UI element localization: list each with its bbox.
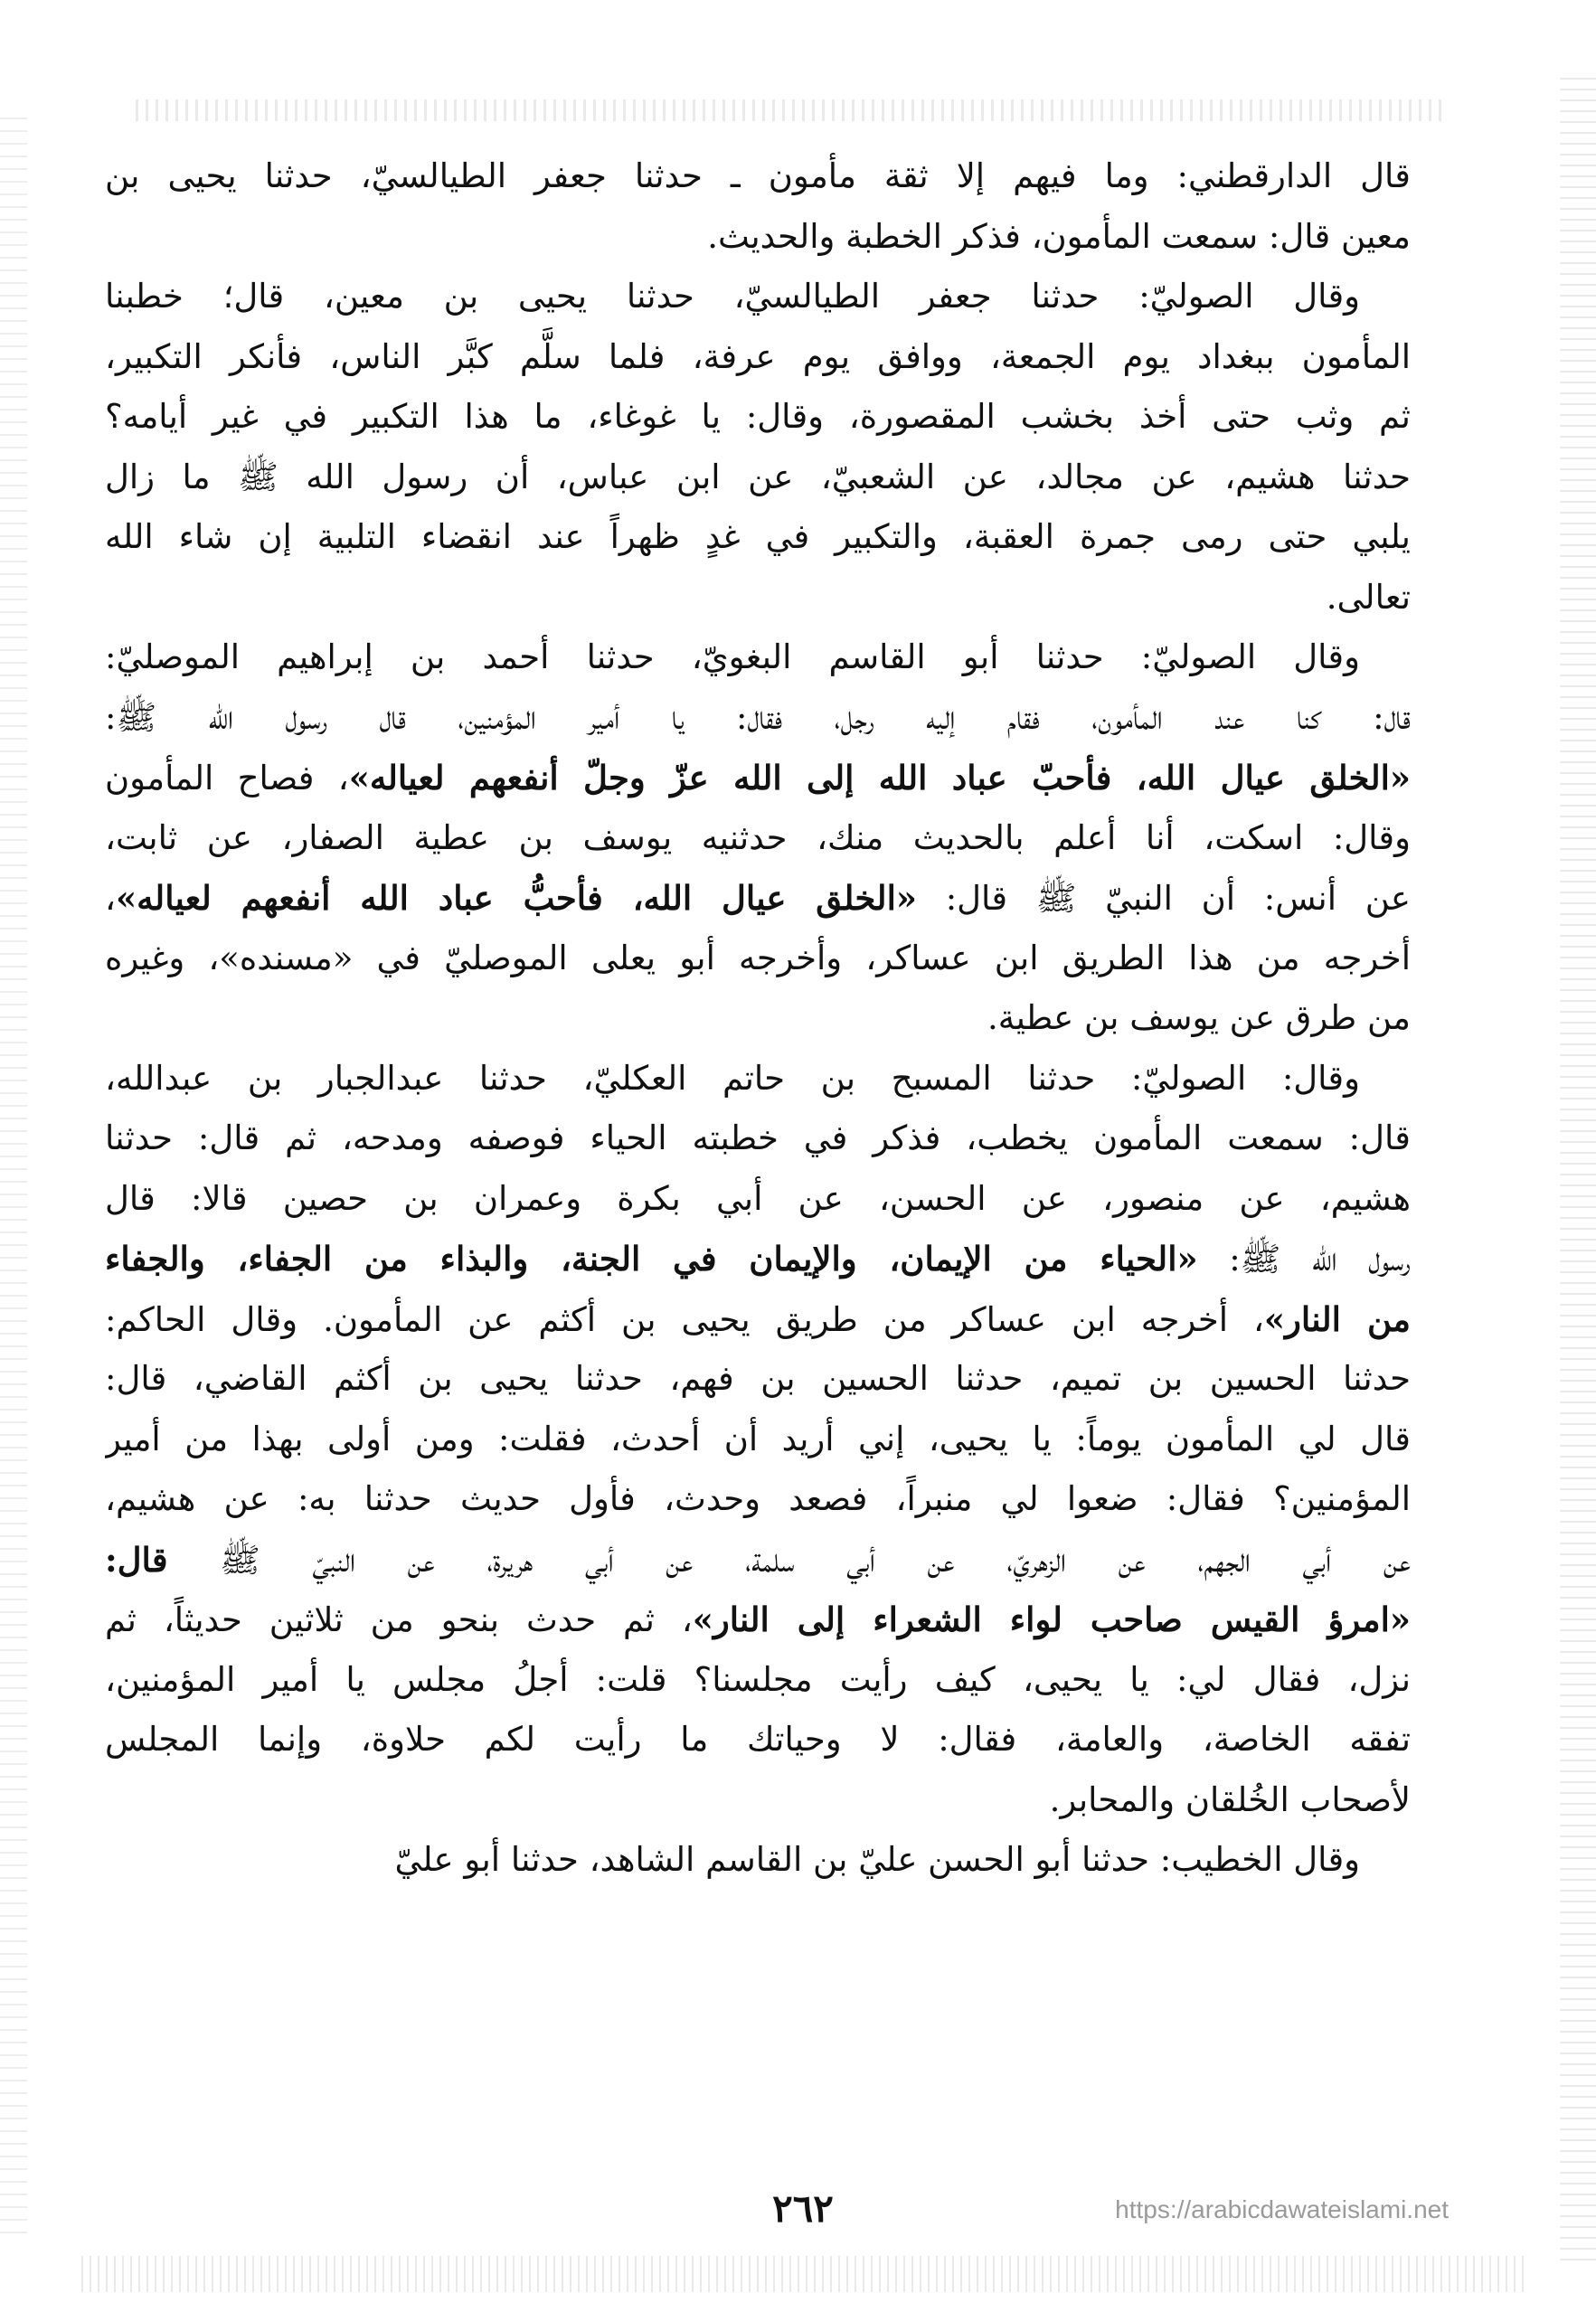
text-line [105, 1770, 1411, 1831]
text-span: معين قال: سمعت المأمون، فذكر الخطبة والحديث. [707, 216, 1411, 256]
hadith-quote: «الخلق عيال الله، فأحبُّ عباد الله أنفعهم لعياله» [115, 878, 917, 918]
source-watermark: https://arabicdawateislami.net [1115, 2195, 1449, 2223]
text-span: هشيم، عن منصور، عن الحسن، عن أبي بكرة وعمران بن حصين قالا: قال [105, 1178, 1411, 1218]
text-line [105, 387, 1411, 448]
text-line [105, 1229, 1411, 1289]
page-number: ٢٦٢ [772, 2186, 834, 2231]
text-span: عن أبي الجهم، عن الزهريّ، عن أبي سلمة، عن أبي هريرة، عن النبيّ ﷺ [167, 1540, 1411, 1580]
text-line [105, 988, 1411, 1049]
text-line [105, 808, 1411, 869]
hadith-quote: من النار» [1263, 1298, 1411, 1339]
text-line [105, 628, 1411, 688]
text-line [105, 1469, 1411, 1530]
text-span: قال لي المأمون يوماً: يا يحيى، إني أريد أن أحدث، فقلت: ومن أولى بهذا من أمير [105, 1419, 1411, 1458]
text-span: وقال الصوليّ: حدثنا جعفر الطيالسيّ، حدثنا يحيى بن معين، قال؛ خطبنا [105, 277, 1360, 316]
text-line [105, 1109, 1411, 1169]
text-span: ، فصاح المأمون [105, 759, 349, 797]
text-line [105, 1830, 1411, 1891]
text-line [105, 1169, 1411, 1230]
text-line [105, 1590, 1411, 1650]
text-line [105, 1289, 1411, 1350]
text-line [105, 688, 1411, 749]
text-line [105, 1410, 1411, 1470]
text-line [105, 207, 1411, 268]
text-line [105, 748, 1411, 808]
text-line [105, 448, 1411, 508]
text-span: وقال: اسكت، أنا أعلم بالحديث منك، حدثنيه يوسف بن عطية الصفار، عن ثابت، [105, 817, 1411, 857]
text-line [105, 1530, 1411, 1590]
text-span: رسول الله ﷺ: [1197, 1240, 1411, 1279]
text-span: قال: كنا عند المأمون، فقام إليه رجل، فقال: يا أمير المؤمنين، قال رسول الله ﷺ: [105, 697, 1411, 737]
text-span: حدثنا الحسين بن تميم، حدثنا الحسين بن فهم، حدثنا يحيى بن أكثم القاضي، قال: [105, 1359, 1411, 1398]
text-span: قال الدارقطني: وما فيهم إلا ثقة مأمون ـ حدثنا جعفر الطيالسيّ، حدثنا يحيى بن [105, 156, 1411, 195]
text-line [105, 327, 1411, 388]
text-span: وقال الصوليّ: حدثنا أبو القاسم البغويّ، حدثنا أحمد بن إبراهيم الموصليّ: [105, 637, 1360, 676]
text-span: ، ثم حدث بنحو من ثلاثين حديثاً، ثم [105, 1600, 693, 1639]
hadith-quote: «الخلق عيال الله، فأحبّ عباد الله إلى الله عزّ وجلّ أنفعهم لعياله» [348, 758, 1411, 797]
scan-noise-left [0, 109, 27, 2233]
text-line [105, 267, 1411, 327]
text-span: ، [105, 879, 116, 918]
text-line [105, 146, 1411, 207]
scan-noise-right [1560, 72, 1596, 2260]
text-span: المأمون ببغداد يوم الجمعة، ووافق يوم عرفة، فلما سلَّم كبَّر الناس، فأنكر التكبير، [105, 336, 1411, 376]
text-span: ثم وثب حتى أخذ بخشب المقصورة، وقال: يا غوغاء، ما هذا التكبير في غير أيامه؟ [105, 397, 1411, 436]
scan-noise-bottom [81, 2256, 1528, 2292]
text-span: المؤمنين؟ فقال: ضعوا لي منبراً، فصعد وحدث، فأول حديث حدثنا به: عن هشيم، [105, 1479, 1411, 1518]
text-span: لأصحاب الخُلقان والمحابر. [1049, 1779, 1411, 1819]
text-span: تفقه الخاصة، والعامة، فقال: لا وحياتك ما رأيت لكم حلاوة، وإنما المجلس [105, 1720, 1411, 1759]
hadith-quote: قال: [105, 1539, 168, 1580]
text-span: من طرق عن يوسف بن عطية. [987, 998, 1411, 1037]
hadith-quote: «امرؤ القيس صاحب لواء الشعراء إلى النار» [692, 1600, 1411, 1639]
text-line [105, 868, 1411, 929]
text-span: نزل، فقال لي: يا يحيى، كيف رأيت مجلسنا؟ قلت: أجلُ مجلس يا أمير المؤمنين، [105, 1659, 1411, 1699]
text-span: أخرجه من هذا الطريق ابن عساكر، وأخرجه أبو يعلى الموصليّ في «مسنده»، وغيره [105, 938, 1411, 977]
text-line [105, 507, 1411, 568]
text-line [105, 1049, 1411, 1109]
text-span: يلبي حتى رمى جمرة العقبة، والتكبير في غدٍ ظهراً عند انقضاء التلبية إن شاء الله [105, 517, 1411, 556]
text-line [105, 568, 1411, 628]
hadith-quote: «الحياء من الإيمان، والإيمان في الجنة، والبذاء من الجفاء، والجفاء [105, 1239, 1198, 1279]
page-body-text [105, 146, 1411, 1891]
text-span: تعالى. [1326, 577, 1411, 617]
text-line [105, 929, 1411, 989]
text-span: قال: سمعت المأمون يخطب، فذكر في خطبته الحياء فوصفه ومدحه، ثم قال: حدثنا [105, 1118, 1411, 1157]
text-line [105, 1349, 1411, 1410]
text-span: عن أنس: أن النبيّ ﷺ قال: [916, 879, 1411, 918]
text-span: حدثنا هشيم، عن مجالد، عن الشعبيّ، عن ابن عباس، أن رسول الله ﷺ ما زال [105, 457, 1411, 496]
text-span: وقال الخطيب: حدثنا أبو الحسن عليّ بن القاسم الشاهد، حدثنا أبو عليّ [394, 1840, 1360, 1879]
scan-noise-top [136, 99, 1447, 121]
text-line [105, 1650, 1411, 1711]
text-line [105, 1710, 1411, 1770]
text-span: ، أخرجه ابن عساكر من طريق يحيى بن أكثم عن المأمون. وقال الحاكم: [105, 1299, 1264, 1339]
text-span: وقال: الصوليّ: حدثنا المسبح بن حاتم العكليّ، حدثنا عبدالجبار بن عبدالله، [105, 1058, 1360, 1098]
